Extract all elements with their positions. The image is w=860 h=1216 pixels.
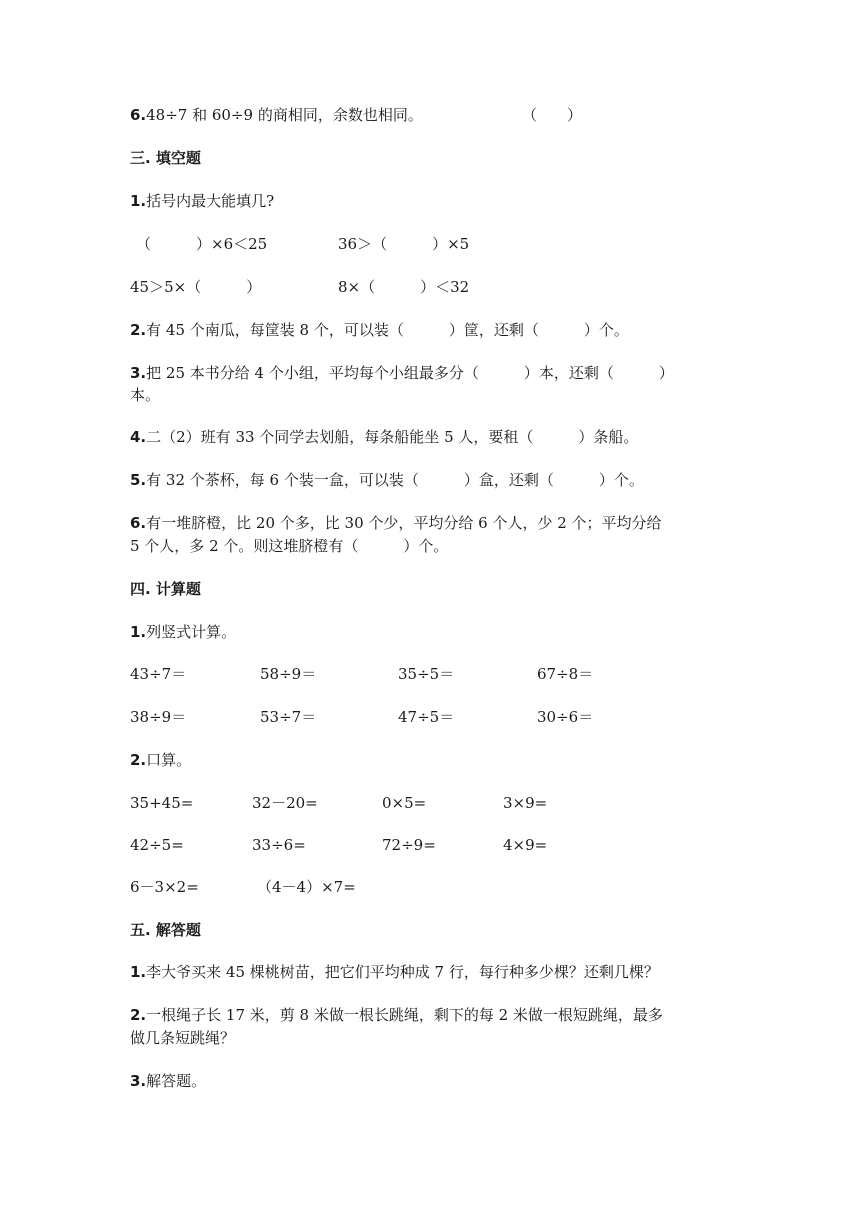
mental-math-problem: 4×9= [503,836,548,854]
question-number: 3. [130,364,147,382]
fill-q6 [130,513,662,533]
question-text: 二（2）班有 33 个同学去划船，每条船能坐 5 人，要租（ ）条船。 [146,428,639,446]
division-problem: 47÷5＝ [398,708,455,726]
section-heading-calc: 四. 计算题 [130,580,201,598]
division-problem: 38÷9＝ [130,708,187,726]
division-problem: 67÷8＝ [537,665,594,683]
question-text: 有 45 个南瓜，每筐装 8 个，可以装（ ）筐，还剩（ ）个。 [146,321,629,339]
fill-q4 [130,427,638,447]
question-text: 李大爷买来 45 棵桃树苗，把它们平均种成 7 行，每行种多少棵？还剩几棵？ [146,963,659,981]
fill-q1 [130,191,274,211]
question-text: 48÷7 和 60÷9 的商相同，余数也相同。 [146,106,423,124]
fill-q3-continued: 本。 [130,386,161,404]
division-problem: 53÷7＝ [260,708,317,726]
question-text: 把 25 本书分给 4 个小组，平均每个小组最多分（ ）本，还剩（ ） [146,364,674,382]
mental-math-problem: 6－3×2= [130,878,199,896]
section-heading-fill: 三. 填空题 [130,149,201,167]
solve-q2 [130,1005,663,1025]
question-text: 解答题。 [146,1072,207,1090]
fill-q5 [130,470,644,490]
question-text: 列竖式计算。 [146,623,237,641]
question-number: 1. [130,623,147,641]
judgement-q6 [130,105,423,125]
question-number: 1. [130,192,147,210]
question-number: 6. [130,514,147,532]
fill-q2 [130,320,629,340]
question-number: 5. [130,471,147,489]
section-heading-solve: 五. 解答题 [130,921,201,939]
mental-math-problem: 42÷5= [130,836,184,854]
question-text: 一根绳子长 17 米，剪 8 米做一根长跳绳，剩下的每 2 米做一根短跳绳，最多 [146,1006,663,1024]
calc-q1 [130,622,236,642]
division-problem: 43÷7＝ [130,665,187,683]
solve-q2-continued: 做几条短跳绳？ [130,1029,236,1047]
question-number: 1. [130,963,147,981]
question-number: 6. [130,106,147,124]
fill-q6-continued: 5 个人，多 2 个。则这堆脐橙有（ ）个。 [130,537,449,555]
fill-q3 [130,363,674,383]
solve-q1 [130,962,659,982]
mental-math-problem: （4－4）×7= [257,878,356,896]
question-text: 有一堆脐橙，比 20 个多，比 30 个少，平均分给 6 个人，少 2 个；平均分给 [146,514,662,532]
fill-expression: （ ）×6＜25 [136,235,268,253]
division-problem: 58÷9＝ [260,665,317,683]
question-number: 2. [130,751,147,769]
mental-math-problem: 33÷6= [252,836,306,854]
answer-paren: （ ） [522,106,583,124]
question-text: 有 32 个茶杯，每 6 个装一盒，可以装（ ）盒，还剩（ ）个。 [146,471,644,489]
question-number: 3. [130,1072,147,1090]
question-text: 口算。 [146,751,192,769]
division-problem: 30÷6＝ [537,708,594,726]
mental-math-problem: 72÷9= [382,836,436,854]
question-text: 括号内最大能填几? [146,192,275,210]
fill-expression: 45＞5×（ ） [130,278,262,296]
mental-math-problem: 35+45= [130,794,194,812]
mental-math-problem: 32－20= [252,794,318,812]
mental-math-problem: 0×5= [382,794,427,812]
mental-math-problem: 3×9= [503,794,548,812]
question-number: 4. [130,428,147,446]
fill-expression: 36＞（ ）×5 [338,235,470,253]
question-number: 2. [130,1006,147,1024]
fill-expression: 8×（ ）＜32 [338,278,470,296]
division-problem: 35÷5＝ [398,665,455,683]
calc-q2 [130,750,191,770]
solve-q3 [130,1071,206,1091]
question-number: 2. [130,321,147,339]
